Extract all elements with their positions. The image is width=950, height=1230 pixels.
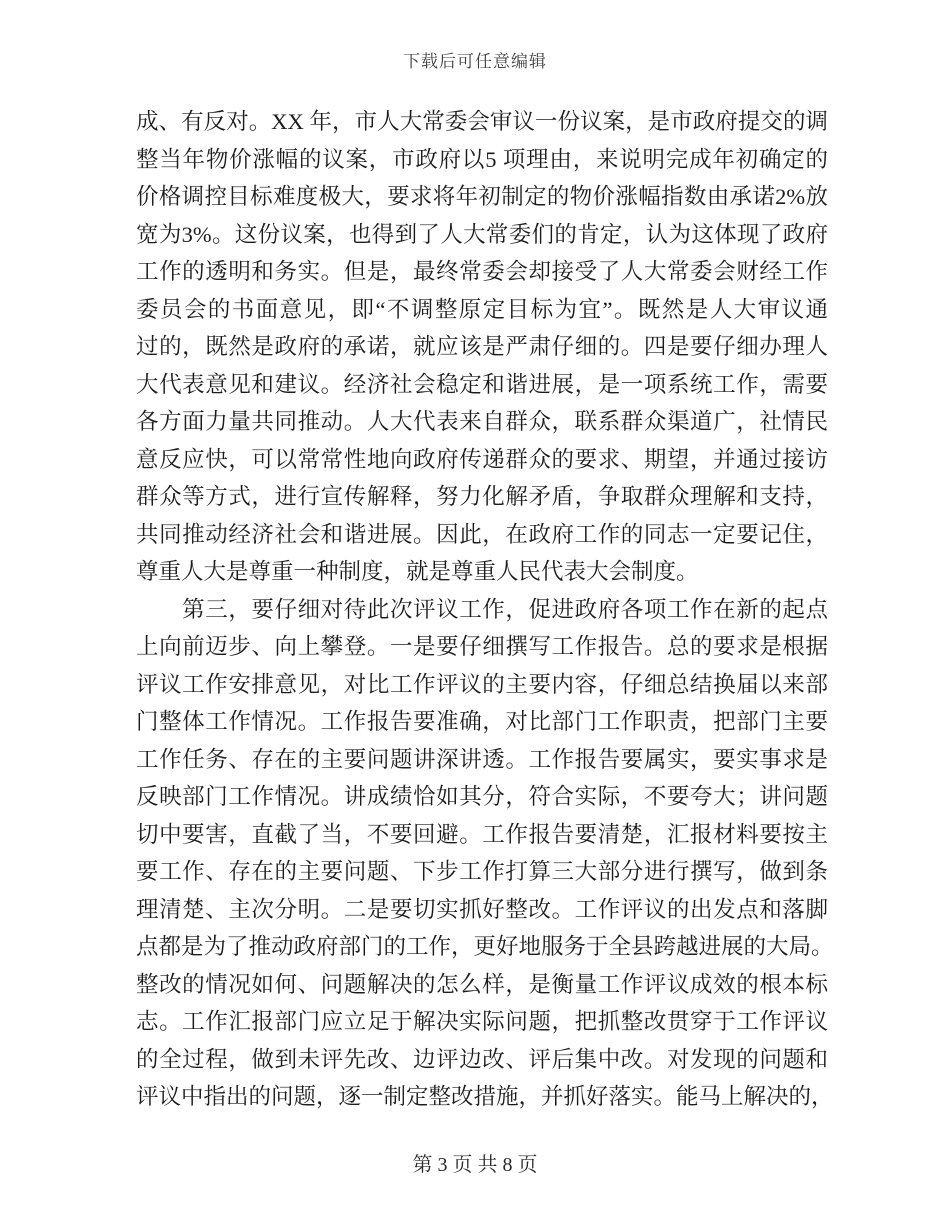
text-line: 宽为3%。这份议案，也得到了人大常委们的肯定，认为这体现了政府 [136, 221, 828, 247]
text-line: 第三，要仔细对待此次评议工作，促进政府各项工作在新的起点 [136, 596, 828, 622]
text-line: 志。工作汇报部门应立足于解决实际问题，把抓整改贯穿于工作评议 [136, 1009, 828, 1034]
text-line: 委员会的书面意见，即“不调整原定目标为宜”。既然是人大审议通 [136, 296, 828, 322]
text-line: 的全过程，做到未评先改、边评边改、评后集中改。对发现的问题和 [136, 1046, 828, 1072]
text-line: 群众等方式，进行宣传解释，努力化解矛盾，争取群众理解和支持， [136, 484, 828, 509]
text-line: 上向前迈步、向上攀登。一是要仔细撰写工作报告。总的要求是根据 [136, 634, 828, 659]
text-line: 整当年物价涨幅的议案，市政府以5 项理由，来说明完成年初确定的 [136, 146, 828, 172]
text-line: 大代表意见和建议。经济社会稳定和谐进展，是一项系统工作，需要 [136, 371, 828, 397]
text-line: 意反应快，可以常常性地向政府传递群众的要求、期望，并通过接访 [136, 446, 828, 472]
text-line: 尊重人大是尊重一种制度，就是尊重人民代表大会制度。 [136, 559, 699, 584]
text-line: 切中要害，直截了当，不要回避。工作报告要清楚，汇报材料要按主 [136, 821, 828, 847]
text-line: 要工作、存在的主要问题、下步工作打算三大部分进行撰写，做到条 [136, 859, 828, 884]
header-watermark: 下载后可任意编辑 [403, 52, 547, 71]
text-line: 反映部门工作情况。讲成绩恰如其分，符合实际，不要夸大；讲问题 [136, 784, 828, 809]
text-line: 工作任务、存在的主要问题讲深讲透。工作报告要属实，要实事求是 [136, 746, 828, 772]
text-line: 价格调控目标难度极大，要求将年初制定的物价涨幅指数由承诺2%放 [136, 184, 828, 209]
text-line: 各方面力量共同推动。人大代表来自群众，联系群众渠道广，社情民 [136, 409, 828, 434]
text-line: 评议中指出的问题，逐一制定整改措施，并抓好落实。能马上解决的， [136, 1084, 834, 1109]
text-line: 理清楚、主次分明。二是要切实抓好整改。工作评议的出发点和落脚 [136, 896, 828, 922]
text-line: 整改的情况如何、问题解决的怎么样，是衡量工作评议成效的根本标 [136, 971, 828, 997]
text-line: 过的，既然是政府的承诺，就应该是严肃仔细的。四是要仔细办理人 [136, 334, 828, 359]
text-line: 评议工作安排意见，对比工作评议的主要内容，仔细总结换届以来部 [136, 671, 828, 697]
document-body [136, 103, 834, 1116]
text-line: 点都是为了推动政府部门的工作，更好地服务于全县跨越进展的大局。 [136, 934, 834, 959]
text-line: 共同推动经济社会和谐进展。因此，在政府工作的同志一定要记住， [136, 521, 828, 547]
text-line: 成、有反对。XX 年，市人大常委会审议一份议案，是市政府提交的调 [136, 109, 828, 134]
text-line: 工作的透明和务实。但是，最终常委会却接受了人大常委会财经工作 [136, 259, 828, 284]
text-line: 门整体工作情况。工作报告要准确，对比部门工作职责，把部门主要 [136, 709, 828, 734]
page-number-indicator: 第 3 页 共 8 页 [412, 1154, 538, 1176]
page-footer [0, 1148, 950, 1177]
